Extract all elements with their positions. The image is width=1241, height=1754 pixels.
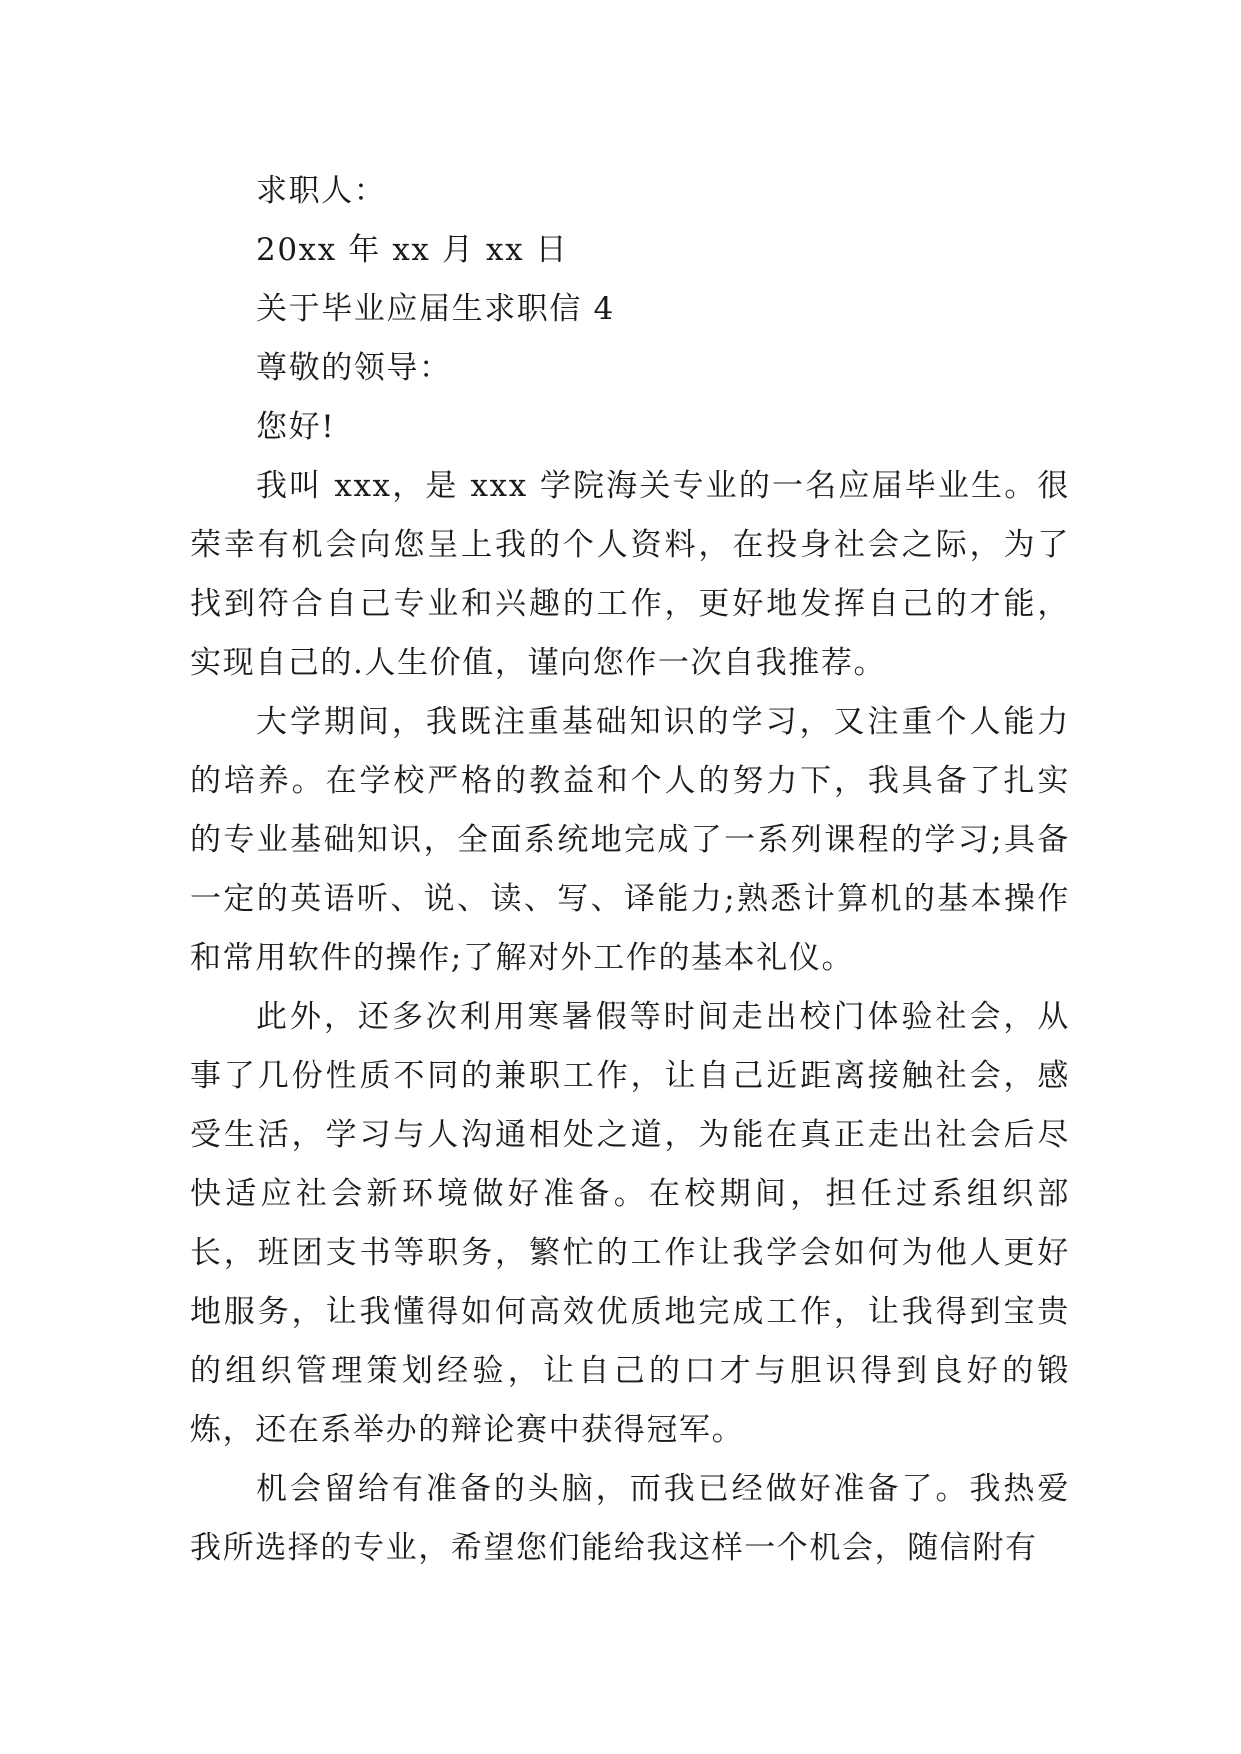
paragraph-university: 大学期间，我既注重基础知识的学习，又注重个人能力的培养。在学校严格的教益和个人的努力下，我具备了扎实的专业基础知识，全面系统地完成了一系列课程的学习;具备一定的英语听、说、读、写、译能力;熟悉计算机的基本操作和常用软件的操作;了解对外工作的基本礼仪。	[190, 704, 1070, 976]
paragraph-introduction: 我叫 xxx，是 xxx 学院海关专业的一名应届毕业生。很荣幸有机会向您呈上我的个人资料，在投身社会之际，为了找到符合自己专业和兴趣的工作，更好地发挥自己的才能，实现自己的.人生价值，谨向您作一次自我推荐。	[190, 468, 1070, 681]
date-line: 20xx 年 xx 月 xx 日	[256, 232, 569, 268]
salutation: 尊敬的领导：	[256, 350, 452, 386]
paragraph-closing: 机会留给有准备的头脑，而我已经做好准备了。我热爱我所选择的专业，希望您们能给我这样一个机会，随信附有	[190, 1471, 1070, 1566]
letter-heading: 关于毕业应届生求职信 4	[256, 291, 615, 327]
greeting: 您好!	[256, 409, 336, 445]
paragraph-experience: 此外，还多次利用寒暑假等时间走出校门体验社会，从事了几份性质不同的兼职工作，让自己近距离接触社会，感受生活，学习与人沟通相处之道，为能在真正走出社会后尽快适应社会新环境做好准备。在校期间，担任过系组织部长，班团支书等职务，繁忙的工作让我学会如何为他人更好地服务，让我懂得如何高效优质地完成工作，让我得到宝贵的组织管理策划经验，让自己的口才与胆识得到良好的锻炼，还在系举办的辩论赛中获得冠军。	[190, 999, 1070, 1448]
letter-body	[190, 162, 1070, 1578]
applicant-line: 求职人：	[256, 173, 387, 209]
